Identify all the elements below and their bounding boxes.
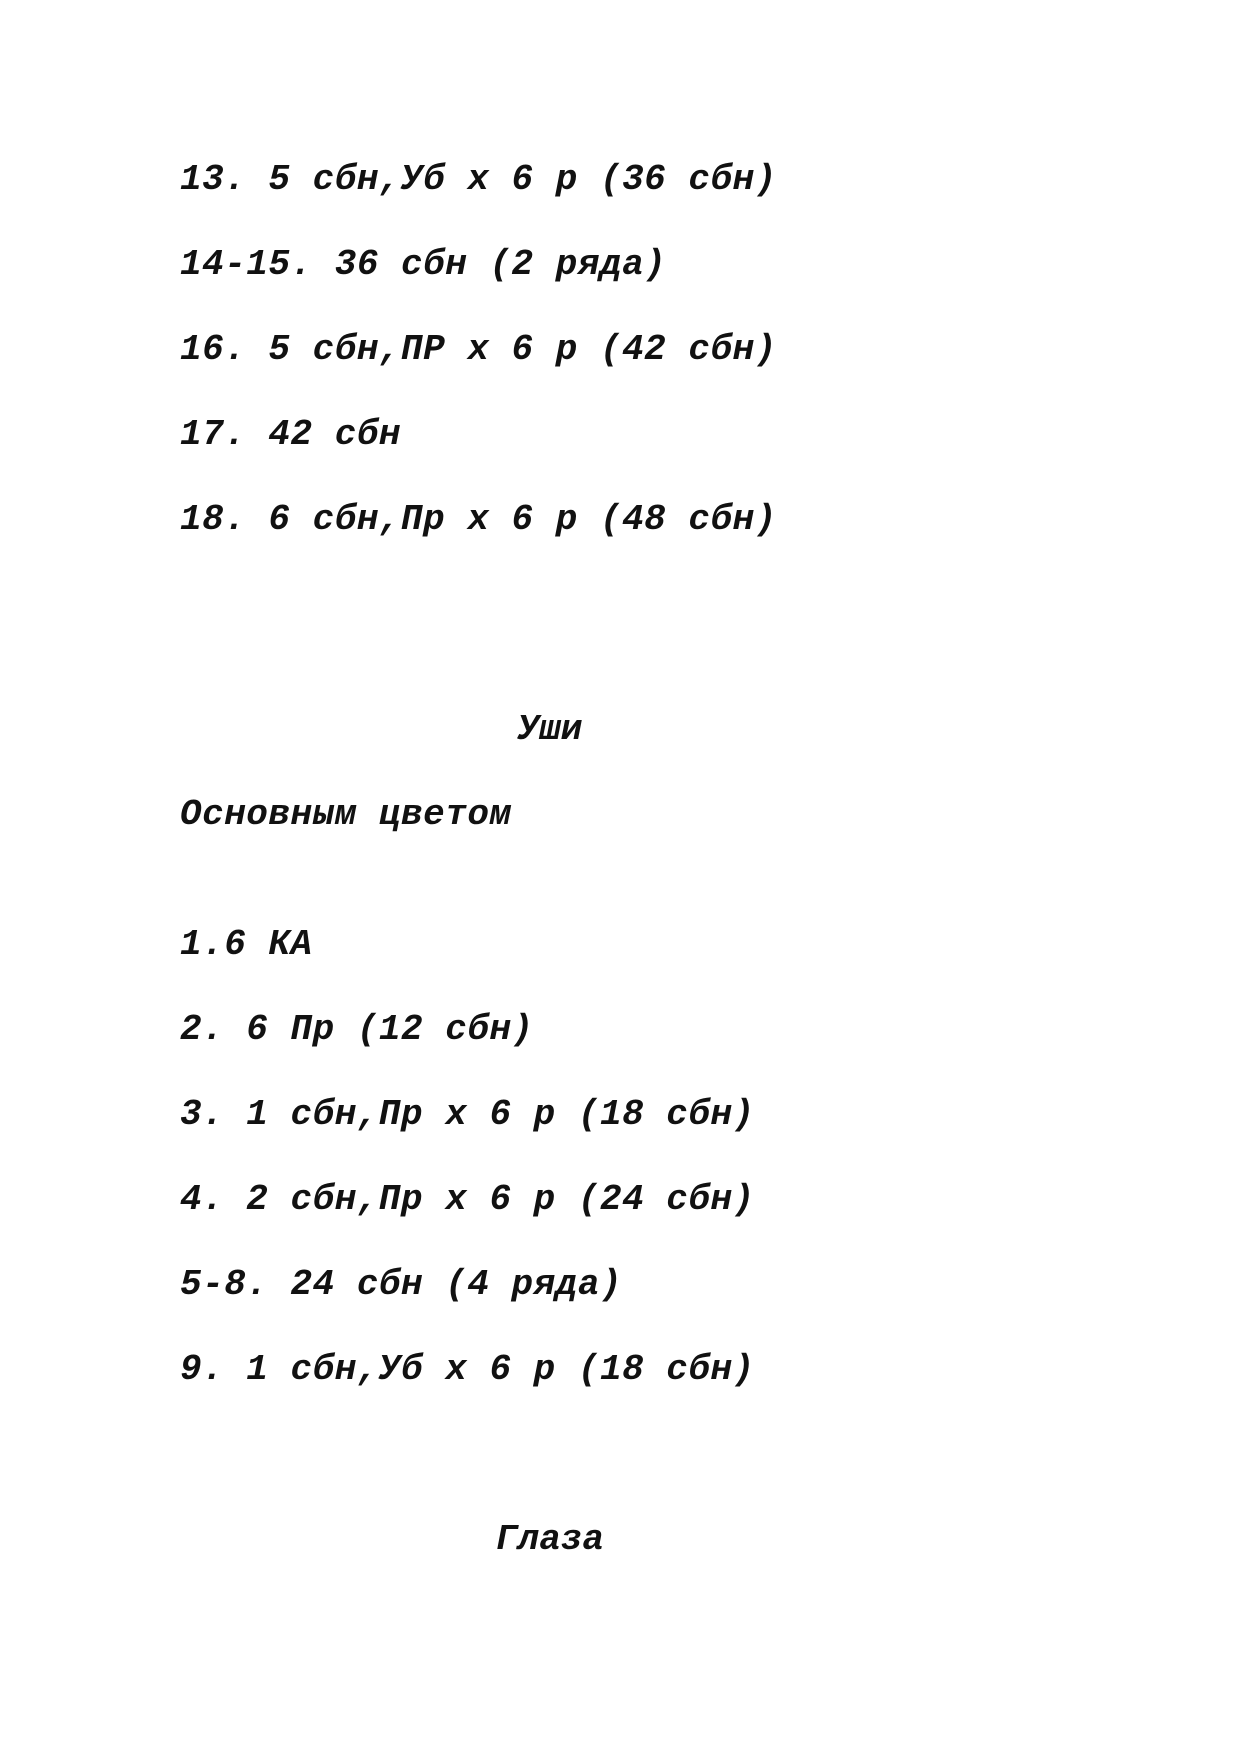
ears-row-3: 3. 1 сбн,Пр х 6 р (18 сбн) (180, 1094, 755, 1135)
section-title-eyes: Глаза (495, 1519, 605, 1560)
pattern-row-17: 17. 42 сбн (180, 414, 402, 455)
pattern-row-14-15: 14-15. 36 сбн (2 ряда) (180, 244, 667, 285)
ears-row-9: 9. 1 сбн,Уб х 6 р (18 сбн) (180, 1349, 755, 1390)
ears-row-4: 4. 2 сбн,Пр х 6 р (24 сбн) (180, 1179, 755, 1220)
ears-row-1: 1.6 КА (180, 924, 313, 965)
pattern-row-18: 18. 6 сбн,Пр х 6 р (48 сбн) (180, 499, 777, 540)
section-title-ears: Уши (517, 709, 583, 750)
ears-row-5-8: 5-8. 24 сбн (4 ряда) (180, 1264, 623, 1305)
pattern-row-13: 13. 5 сбн,Уб х 6 р (36 сбн) (180, 159, 777, 200)
ears-color-note: Основным цветом (180, 794, 512, 835)
ears-row-2: 2. 6 Пр (12 сбн) (180, 1009, 534, 1050)
pattern-row-16: 16. 5 сбн,ПР х 6 р (42 сбн) (180, 329, 777, 370)
